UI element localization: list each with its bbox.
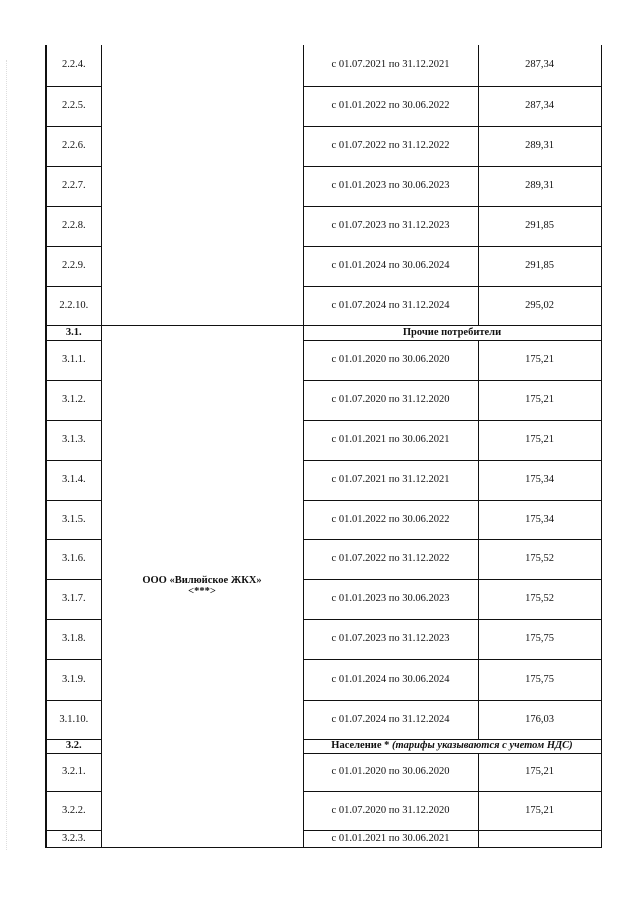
period-cell: с 01.01.2023 по 30.06.2023: [303, 579, 478, 619]
period-cell: с 01.01.2020 по 30.06.2020: [303, 753, 478, 791]
section-title: Население *: [331, 740, 390, 751]
tariff-cell: 175,75: [478, 619, 601, 659]
period-cell: с 01.07.2023 по 31.12.2023: [303, 619, 478, 659]
row-number-cell: 2.2.9.: [46, 246, 101, 286]
period-cell: с 01.07.2024 по 31.12.2024: [303, 286, 478, 325]
organization-cell-continued: [101, 45, 303, 325]
period-cell: с 01.01.2021 по 30.06.2021: [303, 420, 478, 460]
tariff-cell: 175,21: [478, 753, 601, 791]
row-number-cell: 2.2.6.: [46, 126, 101, 166]
row-number-cell: 2.2.5.: [46, 86, 101, 126]
row-number-cell: 3.2.3.: [46, 830, 101, 847]
row-number-cell: 3.1.6.: [46, 539, 101, 579]
tariff-cell: 295,02: [478, 286, 601, 325]
row-number-cell: 2.2.7.: [46, 166, 101, 206]
tariff-cell: 291,85: [478, 246, 601, 286]
row-number-cell: 2.2.10.: [46, 286, 101, 325]
row-number-cell: 3.1.5.: [46, 500, 101, 539]
tariff-cell: 175,75: [478, 659, 601, 700]
tariff-cell: [478, 830, 601, 847]
tariff-cell: 175,21: [478, 791, 601, 830]
period-cell: с 01.07.2020 по 31.12.2020: [303, 791, 478, 830]
period-cell: с 01.07.2023 по 31.12.2023: [303, 206, 478, 246]
row-number-cell: 2.2.4.: [46, 45, 101, 86]
section-number-cell: 3.1.: [46, 325, 101, 340]
row-number-cell: 3.1.3.: [46, 420, 101, 460]
organization-cell: [101, 325, 303, 847]
period-cell: с 01.01.2022 по 30.06.2022: [303, 500, 478, 539]
row-number-cell: 3.1.10.: [46, 700, 101, 739]
organization-name: ООО «Вилюйское ЖКХ»: [142, 575, 262, 586]
period-cell: с 01.07.2021 по 31.12.2021: [303, 460, 478, 500]
period-cell: с 01.01.2020 по 30.06.2020: [303, 340, 478, 380]
tariff-cell: 175,34: [478, 460, 601, 500]
tariff-cell: 176,03: [478, 700, 601, 739]
row-number-cell: 3.1.2.: [46, 380, 101, 420]
organization-note: <***>: [188, 586, 216, 597]
tariff-cell: 175,21: [478, 340, 601, 380]
row-number-cell: 3.1.1.: [46, 340, 101, 380]
tariff-cell: 287,34: [478, 86, 601, 126]
tariff-cell: 289,31: [478, 166, 601, 206]
section-header-row: [46, 325, 601, 340]
section-title-cell: Прочие потребители: [303, 325, 601, 340]
period-cell: с 01.01.2021 по 30.06.2021: [303, 830, 478, 847]
scan-noise: [6, 60, 31, 850]
tariff-cell: 289,31: [478, 126, 601, 166]
row-number-cell: 3.1.8.: [46, 619, 101, 659]
period-cell: с 01.07.2024 по 31.12.2024: [303, 700, 478, 739]
period-cell: с 01.01.2024 по 30.06.2024: [303, 246, 478, 286]
row-number-cell: 3.1.7.: [46, 579, 101, 619]
period-cell: с 01.07.2021 по 31.12.2021: [303, 45, 478, 86]
section-number-cell: 3.2.: [46, 739, 101, 753]
tariff-cell: 287,34: [478, 45, 601, 86]
tariff-cell: 175,21: [478, 380, 601, 420]
tariff-cell: 175,21: [478, 420, 601, 460]
period-cell: с 01.07.2020 по 31.12.2020: [303, 380, 478, 420]
section-title-cell: [303, 739, 601, 753]
tariff-cell: 175,52: [478, 579, 601, 619]
period-cell: с 01.07.2022 по 31.12.2022: [303, 539, 478, 579]
period-cell: с 01.07.2022 по 31.12.2022: [303, 126, 478, 166]
row-number-cell: 3.2.2.: [46, 791, 101, 830]
period-cell: с 01.01.2024 по 30.06.2024: [303, 659, 478, 700]
tariff-cell: 291,85: [478, 206, 601, 246]
period-cell: с 01.01.2022 по 30.06.2022: [303, 86, 478, 126]
row-number-cell: 2.2.8.: [46, 206, 101, 246]
period-cell: с 01.01.2023 по 30.06.2023: [303, 166, 478, 206]
section-title-note: (тарифы указываются с учетом НДС): [391, 740, 573, 751]
row-number-cell: 3.1.4.: [46, 460, 101, 500]
row-number-cell: 3.2.1.: [46, 753, 101, 791]
tariff-table: [45, 45, 602, 848]
tariff-cell: 175,34: [478, 500, 601, 539]
tariff-cell: 175,52: [478, 539, 601, 579]
row-number-cell: 3.1.9.: [46, 659, 101, 700]
table-row: [46, 45, 601, 86]
